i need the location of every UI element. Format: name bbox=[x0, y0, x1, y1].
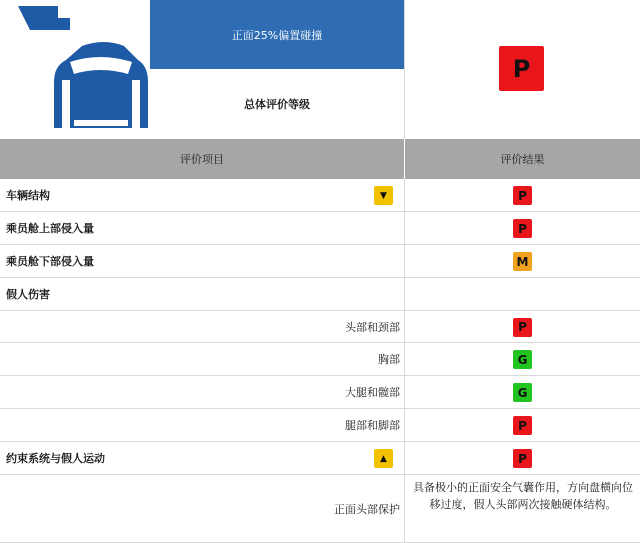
grade-badge: P bbox=[513, 219, 532, 238]
header bbox=[0, 0, 640, 139]
row-label: 乘员舱上部侵入量 bbox=[6, 222, 94, 235]
column-divider bbox=[404, 442, 405, 474]
table-row bbox=[0, 475, 640, 543]
column-divider bbox=[404, 179, 405, 211]
table-row bbox=[0, 212, 640, 245]
table-row bbox=[0, 343, 640, 376]
expand-toggle-icon[interactable]: ▼ bbox=[374, 186, 393, 205]
result-note: 具备极小的正面安全气囊作用，方向盘横向位移过度，假人头部两次接触硬体结构。 bbox=[413, 481, 633, 511]
row-label: 正面头部保护 bbox=[334, 502, 400, 516]
overall-grade-badge: P bbox=[499, 46, 544, 91]
table-row bbox=[0, 245, 640, 278]
grade-badge: M bbox=[513, 252, 532, 271]
column-divider bbox=[404, 212, 405, 244]
row-label: 假人伤害 bbox=[6, 288, 50, 301]
grade-badge: P bbox=[513, 449, 532, 468]
table-row bbox=[0, 376, 640, 409]
grade-badge: G bbox=[513, 350, 532, 369]
test-name-banner: 正面25%偏置碰撞 bbox=[150, 0, 404, 69]
grade-badge: P bbox=[513, 186, 532, 205]
car-front-crash-icon bbox=[0, 0, 150, 139]
table-row bbox=[0, 278, 640, 311]
table-row bbox=[0, 409, 640, 442]
column-divider bbox=[404, 475, 405, 542]
column-divider bbox=[404, 278, 405, 310]
column-divider bbox=[404, 245, 405, 277]
row-label: 头部和颈部 bbox=[345, 320, 400, 334]
overall-rating-label: 总体评价等级 bbox=[244, 98, 310, 111]
row-label: 胸部 bbox=[378, 353, 400, 366]
row-label: 乘员舱下部侵入量 bbox=[6, 255, 94, 268]
collapse-toggle-icon[interactable]: ▲ bbox=[374, 449, 393, 468]
grade-badge: G bbox=[513, 383, 532, 402]
grade-badge: P bbox=[513, 318, 532, 337]
column-divider bbox=[404, 343, 405, 375]
column-divider bbox=[404, 311, 405, 342]
row-label: 腿部和脚部 bbox=[345, 419, 400, 432]
row-label: 大腿和髋部 bbox=[345, 386, 400, 399]
table-row bbox=[0, 311, 640, 343]
table-row bbox=[0, 179, 640, 212]
row-label: 约束系统与假人运动 bbox=[6, 452, 105, 465]
column-header-item: 评价项目 bbox=[180, 153, 224, 166]
table-row bbox=[0, 442, 640, 475]
header-divider bbox=[404, 0, 405, 139]
column-divider bbox=[404, 409, 405, 441]
row-label: 车辆结构 bbox=[6, 189, 50, 202]
column-header-result: 评价结果 bbox=[500, 153, 545, 166]
table-header bbox=[0, 139, 640, 179]
column-divider bbox=[404, 376, 405, 408]
grade-badge: P bbox=[513, 416, 532, 435]
